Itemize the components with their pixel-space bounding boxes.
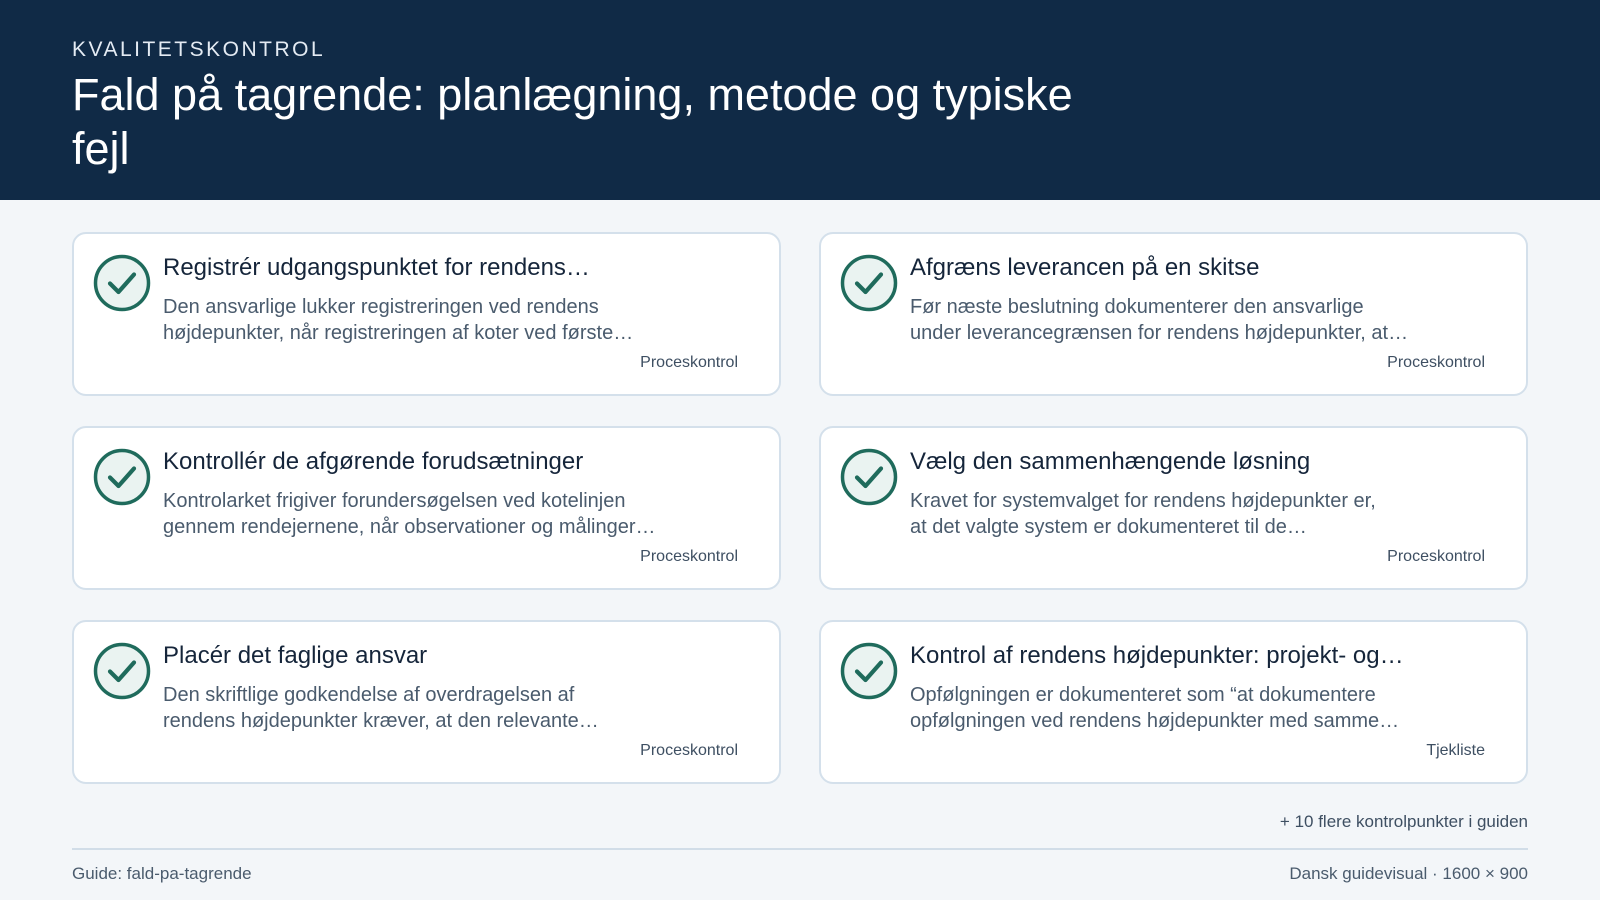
card-title: Kontrollér de afgørende forudsætninger <box>163 448 584 475</box>
check-circle-icon <box>93 254 151 312</box>
card-category-tag: Proceskontrol <box>640 354 738 371</box>
card-description-line: gennem rendejernene, når observationer og målinger… <box>163 516 656 538</box>
card-description <box>910 488 1490 540</box>
check-circle-icon <box>840 642 898 700</box>
more-checkpoints-link[interactable]: + 10 flere kontrolpunkter i guiden <box>1279 812 1528 831</box>
card-description <box>163 682 743 734</box>
card-category-tag: Tjekliste <box>1426 742 1485 759</box>
card-description <box>910 682 1490 734</box>
card-description-line: Opfølgningen er dokumenteret som “at dokumentere <box>910 684 1376 706</box>
footer-meta: Dansk guidevisual · 1600 × 900 <box>1289 864 1528 883</box>
card-title: Vælg den sammenhængende løsning <box>910 448 1311 475</box>
check-circle-icon <box>840 254 898 312</box>
check-circle-icon <box>93 448 151 506</box>
card-description-line: rendens højdepunkter kræver, at den relevante… <box>163 710 599 732</box>
card-category-tag: Proceskontrol <box>640 742 738 759</box>
check-circle-icon <box>93 642 151 700</box>
checklist-card[interactable] <box>819 426 1528 590</box>
checklist-card[interactable] <box>72 620 781 784</box>
eyebrow-label: KVALITETSKONTROL <box>72 38 326 61</box>
header-band <box>0 0 1600 200</box>
checklist-card[interactable] <box>72 426 781 590</box>
check-circle-icon <box>840 448 898 506</box>
card-description-line: at det valgte system er dokumenteret til de… <box>910 516 1307 538</box>
card-category-tag: Proceskontrol <box>640 548 738 565</box>
card-title: Placér det faglige ansvar <box>163 642 428 669</box>
card-description-line: Før næste beslutning dokumenterer den ansvarlige <box>910 296 1364 318</box>
card-description-line: Kontrolarket frigiver forundersøgelsen ved kotelinjen <box>163 490 626 512</box>
checklist-card[interactable] <box>72 232 781 396</box>
card-title: Afgræns leverancen på en skitse <box>910 254 1260 281</box>
checklist-card[interactable] <box>819 620 1528 784</box>
card-category-tag: Proceskontrol <box>1387 354 1485 371</box>
card-description <box>163 488 743 540</box>
card-title: Registrér udgangspunktet for rendens… <box>163 254 590 281</box>
checklist-card[interactable] <box>819 232 1528 396</box>
card-description-line: højdepunkter, når registreringen af koter ved første… <box>163 322 634 344</box>
card-description <box>163 294 743 346</box>
footer-divider <box>72 848 1528 850</box>
card-description-line: Den ansvarlige lukker registreringen ved rendens <box>163 296 599 318</box>
card-description-line: Kravet for systemvalget for rendens højdepunkter er, <box>910 490 1376 512</box>
page-title: Fald på tagrende: planlægning, metode og typiske fejl <box>72 69 1073 174</box>
card-category-tag: Proceskontrol <box>1387 548 1485 565</box>
card-description-line: under leverancegrænsen for rendens højdepunkter, at… <box>910 322 1409 344</box>
card-description-line: Den skriftlige godkendelse af overdragelsen af <box>163 684 575 706</box>
card-description-line: opfølgningen ved rendens højdepunkter med samme… <box>910 710 1400 732</box>
card-title: Kontrol af rendens højdepunkter: projekt- og… <box>910 642 1404 669</box>
card-description <box>910 294 1490 346</box>
footer-guide-slug: Guide: fald-pa-tagrende <box>72 864 252 883</box>
